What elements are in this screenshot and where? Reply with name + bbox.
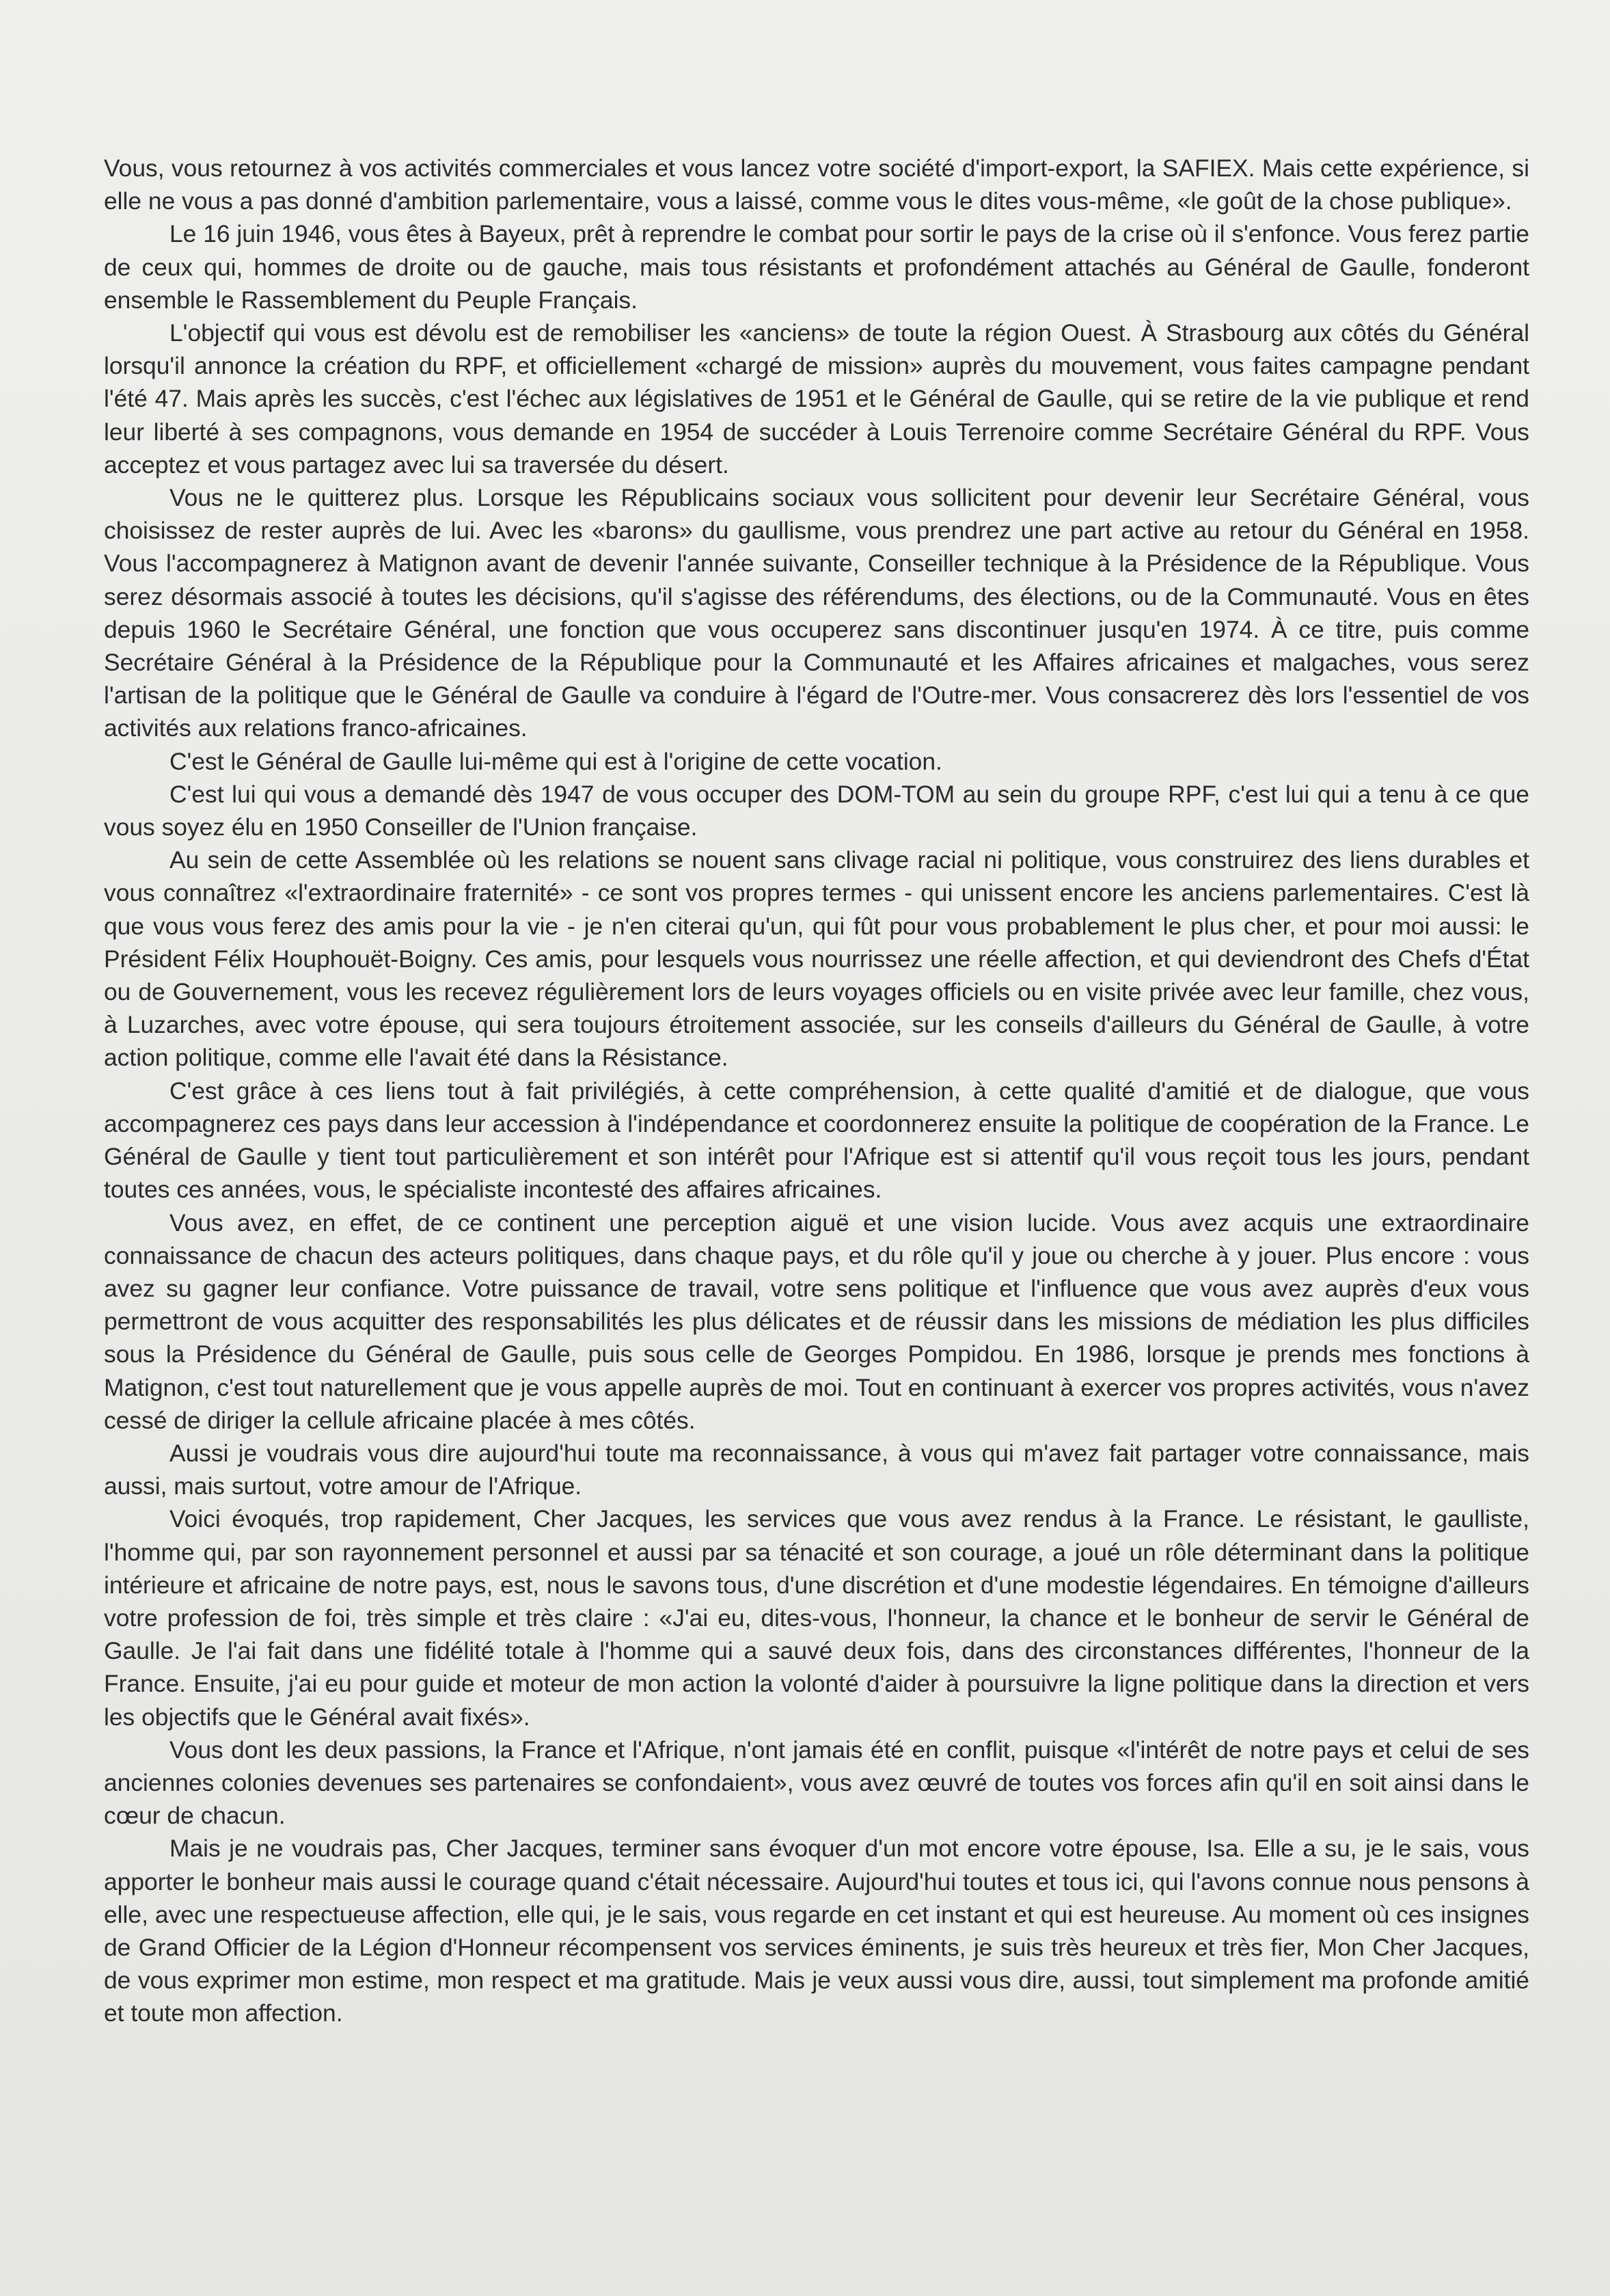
paragraph-continent: Vous avez, en effet, de ce continent une perception aiguë et une vision lucide. Vous avez acquis une extraordinaire connaissance de chacun des acteurs politiques, dans chaque pays, et du rôle qu'il y joue ou cherche à y jouer. Plus encore : vous avez su gagner leur confiance. Votre puissance de travail, votre sens politique et l'influence que vous avez auprès d'eux vous permettront de vous acquitter des responsabilités les plus délicates et de réussir dans les missions de médiation les plus difficiles sous la Présidence du Général de Gaulle, puis sous celle de Georges Pompidou. En 1986, lorsque je prends mes fonctions à Matignon, c'est tout naturellement que je vous appelle auprès de moi. Tout en continuant à exercer vos propres activités, vous n'avez cessé de diriger la cellule africaine placée à mes côtés. [104,1208,1529,1434]
paragraph-bayeux-1946: Le 16 juin 1946, vous êtes à Bayeux, prêt à reprendre le combat pour sortir le pays de la crise où il s'enfonce. Vous ferez partie de ceux qui, hommes de droite ou de gauche, mais tous résistants et profondément attachés au Général de Gaulle, fonderont ensemble le Rassemblement du Peuple Français. [104,220,1529,314]
speech-text-body [104,152,1529,2030]
paragraph-reconnaissance: Aussi je voudrais vous dire aujourd'hui toute ma reconnaissance, à vous qui m'avez fait partager votre connaissance, mais aussi, mais surtout, votre amour de l'Afrique. [104,1439,1529,1500]
paragraph-vocation: C'est le Général de Gaulle lui-même qui est à l'origine de cette vocation. [169,747,942,775]
paragraph-rpf-mission: L'objectif qui vous est dévolu est de remobiliser les «anciens» de toute la région Ouest. À Strasbourg aux côtés du Général lorsqu'il annonce la création du RPF, et officiellement «chargé de mission» auprès du mouvement, vous faites campagne pendant l'été 47. Mais après les succès, c'est l'échec aux législatives de 1951 et le Général de Gaulle, qui se retire de la vie publique et rend leur liberté à ses compagnons, vous demande en 1954 de succéder à Louis Terrenoire comme Secrétaire Général du RPF. Vous acceptez et vous partagez avec lui sa traversée du désert. [104,319,1529,478]
paragraph-assemblee: Au sein de cette Assemblée où les relations se nouent sans clivage racial ni politique, vous construirez des liens durables et vous connaîtrez «l'extraordinaire fraternité» - ce sont vos propres termes - qui unissent encore les anciens parlementaires. C'est là que vous vous ferez des amis pour la vie - je n'en citerai qu'un, qui fût pour vous probablement le plus cher, et pour moi aussi: le Président Félix Houphouët-Boigny. Ces amis, pour lesquels vous nourrissez une réelle affection, et qui deviendront des Chefs d'État ou de Gouvernement, vous les recevez régulièrement lors de leurs voyages officiels ou en visite privée avec leur famille, chez vous, à Luzarches, avec votre épouse, qui sera toujours étroitement associée, sur les conseils d'ailleurs du Général de Gaulle, à votre action politique, comme elle l'avait été dans la Résistance. [104,846,1529,1072]
paragraph-isa-closing: Mais je ne voudrais pas, Cher Jacques, terminer sans évoquer d'un mot encore votre épouse, Isa. Elle a su, je le sais, vous apporter le bonheur mais aussi le courage quand c'était nécessaire. Aujourd'hui toutes et tous ici, qui l'avons connue nous pensons à elle, avec une respectueuse affection, elle qui, je le sais, vous regarde en cet instant et qui est heureuse. Au moment où ces insignes de Grand Officier de la Légion d'Honneur récompensent vos services éminents, je suis très heureux et très fier, Mon Cher Jacques, de vous exprimer mon estime, mon respect et ma gratitude. Mais je veux aussi vous dire, aussi, tout simplement ma profonde amitié et toute mon affection. [104,1835,1529,2027]
paragraph-safiex: Vous, vous retournez à vos activités commerciales et vous lancez votre société d'import-export, la SAFIEX. Mais cette expérience, si elle ne vous a pas donné d'ambition parlementaire, vous a laissé, comme vous le dites vous-même, «le goût de la chose publique». [104,154,1529,215]
paragraph-passions: Vous dont les deux passions, la France et l'Afrique, n'ont jamais été en conflit, puisque «l'intérêt de notre pays et celui de ses anciennes colonies devenues ses partenaires se confondaient», vous avez œuvré de toutes vos forces afin qu'il en soit ainsi dans le cœur de chacun. [104,1735,1529,1830]
paragraph-dom-tom: C'est lui qui vous a demandé dès 1947 de vous occuper des DOM-TOM au sein du groupe RPF, c'est lui qui a tenu à ce que vous soyez élu en 1950 Conseiller de l'Union française. [104,780,1529,841]
paragraph-presidence: Vous ne le quitterez plus. Lorsque les Républicains sociaux vous sollicitent pour devenir leur Secrétaire Général, vous choisissez de rester auprès de lui. Avec les «barons» du gaullisme, vous prendrez une part active au retour du Général en 1958. Vous l'accompagnerez à Matignon avant de devenir l'année suivante, Conseiller technique à la Présidence de la République. Vous serez désormais associé à toutes les décisions, qu'il s'agisse des référendums, des élections, ou de la Communauté. Vous en êtes depuis 1960 le Secrétaire Général, une fonction que vous occuperez sans discontinuer jusqu'en 1974. À ce titre, puis comme Secrétaire Général à la Présidence de la République pour la Communauté et les Affaires africaines et malgaches, vous serez l'artisan de la politique que le Général de Gaulle va conduire à l'égard de l'Outre-mer. Vous consacrerez dès lors l'essentiel de vos activités aux relations franco-africaines. [104,484,1529,742]
paragraph-independance: C'est grâce à ces liens tout à fait privilégiés, à cette compréhension, à cette qualité d'amitié et de dialogue, que vous accompagnerez ces pays dans leur accession à l'indépendance et coordonnerez ensuite la politique de coopération de la France. Le Général de Gaulle y tient tout particulièrement et son intérêt pour l'Afrique est si attentif qu'il vous reçoit tous les jours, pendant toutes ces années, vous, le spécialiste incontesté des affaires africaines. [104,1077,1529,1204]
paragraph-services: Voici évoqués, trop rapidement, Cher Jacques, les services que vous avez rendus à la France. Le résistant, le gaulliste, l'homme qui, par son rayonnement personnel et aussi par sa ténacité et son courage, a joué un rôle déterminant dans la politique intérieure et africaine de notre pays, est, nous le savons tous, d'une discrétion et d'une modestie légendaires. En témoigne d'ailleurs votre profession de foi, très simple et très claire : «J'ai eu, dites-vous, l'honneur, la chance et le bonheur de servir le Général de Gaulle. Je l'ai fait dans une fidélité totale à l'homme qui a sauvé deux fois, dans des circonstances différentes, l'honneur de la France. Ensuite, j'ai eu pour guide et moteur de mon action la volonté d'aider à poursuivre la ligne politique dans la direction et vers les objectifs que le Général avait fixés». [104,1505,1529,1731]
